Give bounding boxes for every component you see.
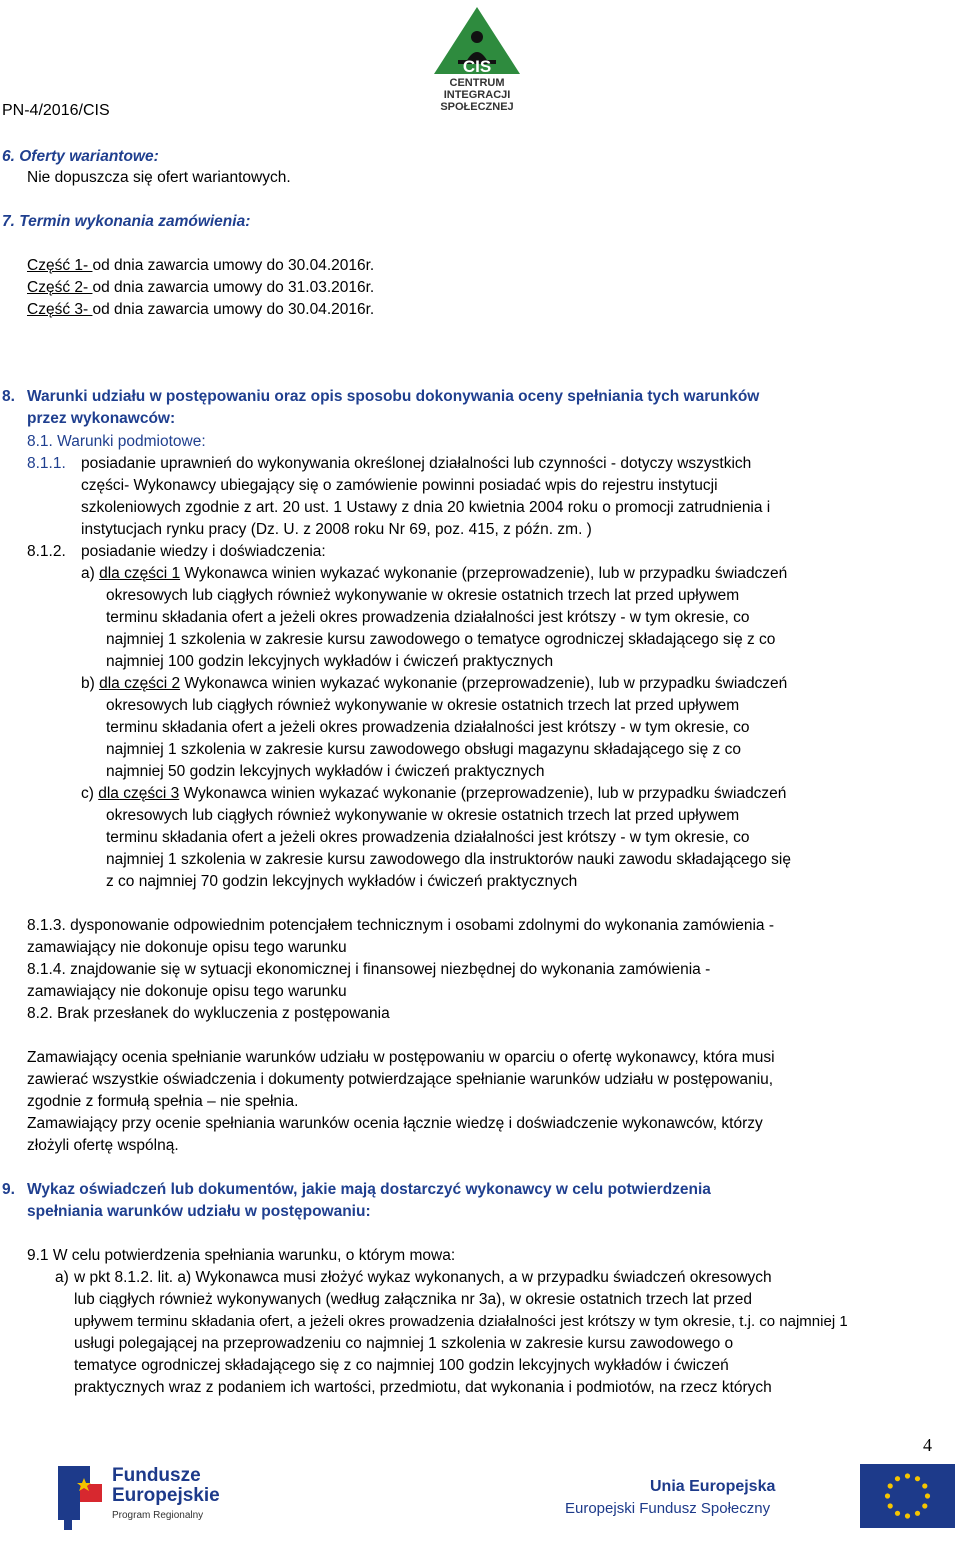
subsection-8-2: 8.2. Brak przesłanek do wykluczenia z postępowania [27, 1005, 390, 1022]
item-9a-l2: lub ciągłych również wykonywanych (według załącznika nr 3a), w okresie ostatnich trzech lat przed [74, 1291, 753, 1308]
item-b-l2: okresowych lub ciągłych również wykonywanie w okresie ostatnich trzech lat przed upływem [106, 697, 740, 714]
part-1-term: Część 1- od dnia zawarcia umowy do 30.04.2016r. [27, 257, 375, 274]
svg-text:SPOŁECZNEJ: SPOŁECZNEJ [440, 101, 514, 112]
item-9a-letter: a) [55, 1269, 69, 1286]
item-a-l4: najmniej 1 szkolenia w zakresie kursu zawodowego o tematyce ogrodniczej składającego się z co [106, 631, 776, 648]
section-8-title-l1: Warunki udziału w postępowaniu oraz opis sposobu dokonywania oceny spełniania tych warunków [27, 388, 760, 405]
para1-l1: Zamawiający ocenia spełnianie warunków udziału w postępowaniu w oparciu o ofertę wykonawcy, która musi [27, 1049, 775, 1066]
item-c-l4: najmniej 1 szkolenia w zakresie kursu zawodowego dla instruktorów nauki zawodu składającego się [106, 851, 791, 868]
item-a-l5: najmniej 100 godzin lekcyjnych wykładów i ćwiczeń praktycznych [106, 653, 554, 670]
p812-heading: posiadanie wiedzy i doświadczenia: [81, 543, 326, 560]
item-c-l2: okresowych lub ciągłych również wykonywanie w okresie ostatnich trzech lat przed upływem [106, 807, 740, 824]
item-a-l2: okresowych lub ciągłych również wykonywanie w okresie ostatnich trzech lat przed upływem [106, 587, 740, 604]
page-number: 4 [923, 1435, 932, 1455]
item-a-l3: terminu składania ofert a jeżeli okres prowadzenia działalności jest krótszy - w tym okresie, co [106, 609, 750, 626]
para1-l2: zawierać wszystkie oświadczenia i dokumenty potwierdzające spełnianie warunków udziału w postępowaniu, [27, 1071, 774, 1088]
svg-text:CENTRUM: CENTRUM [449, 77, 505, 89]
section-8-title-l2: przez wykonawców: [27, 410, 176, 427]
fe-title-l1: Fundusze [112, 1465, 201, 1486]
p811-l4: instytucjach rynku pracy (Dz. U. z 2008 roku Nr 69, poz. 415, z późn. zm. ) [81, 521, 592, 538]
item-9a-l4: usługi polegającej na przeprowadzeniu co najmniej 1 szkolenia w zakresie kursu zawodowego o [74, 1335, 734, 1352]
item-9a-l5: tematyce ogrodniczej składającego się z co najmniej 100 godzin lekcyjnych wykładów i ćwiczeń [74, 1357, 729, 1374]
svg-text:INTEGRACJI: INTEGRACJI [443, 89, 511, 101]
section-9-title-l1: Wykaz oświadczeń lub dokumentów, jakie mają dostarczyć wykonawcy w celu potwierdzenia [27, 1181, 711, 1198]
item-9a-l3: upływem terminu składania ofert, a jeżeli okres prowadzenia działalności jest krótszy w tym okresie, t.j. co najmniej 1 [74, 1313, 848, 1330]
p814-l1: 8.1.4. znajdowanie się w sytuacji ekonomicznej i finansowej niezbędnej do wykonania zamówienia - [27, 961, 711, 978]
p814-l2: zamawiający nie dokonuje opisu tego warunku [27, 983, 347, 1000]
eu-flag-icon [860, 1464, 955, 1528]
para2-l2: złożyli ofertę wspólną. [27, 1137, 179, 1154]
fundusze-europejskie-logo [50, 1462, 250, 1532]
section-8-number: 8. [2, 388, 15, 405]
fe-subtitle: Program Regionalny [112, 1510, 204, 1521]
p811-number: 8.1.1. [27, 455, 66, 472]
part-3-term: Część 3- od dnia zawarcia umowy do 30.04.2016r. [27, 301, 375, 318]
logo-abbr: CIS [462, 57, 492, 76]
p811-l2: części- Wykonawcy ubiegający się o zamówienie powinni posiadać wpis do rejestru instytucji [81, 477, 718, 494]
item-9a-l6: praktycznych wraz z podaniem ich wartości, przedmiotu, dat wykonania i podmiotów, na rzecz których [74, 1379, 772, 1396]
para2-l1: Zamawiający przy ocenie spełniania warunków ocenia łącznie wiedzę i doświadczenie wykonawców, którzy [27, 1115, 763, 1132]
fe-title-l2: Europejskie [112, 1485, 220, 1506]
section-7-title: 7. Termin wykonania zamówienia: [2, 213, 251, 230]
item-9a-l1: w pkt 8.1.2. lit. a) Wykonawca musi złożyć wykaz wykonanych, a w przypadku świadczeń okresowych [74, 1269, 772, 1286]
item-b-l1: b) dla części 2 Wykonawca winien wykazać wykonanie (przeprowadzenie), lub w przypadku świadczeń [81, 675, 788, 692]
p811-l3: szkoleniowych zgodnie z art. 20 ust. 1 Ustawy z dnia 20 kwietnia 2004 roku o promocji zatrudnienia i [81, 499, 771, 516]
document-id: PN-4/2016/CIS [2, 102, 110, 119]
p813-l2: zamawiający nie dokonuje opisu tego warunku [27, 939, 347, 956]
item-c-l3: terminu składania ofert a jeżeli okres prowadzenia działalności jest krótszy - w tym okresie, co [106, 829, 750, 846]
p811-l1: posiadanie uprawnień do wykonywania określonej działalności lub czynności - dotyczy wszystkich [81, 455, 752, 472]
cis-logo [430, 4, 525, 112]
p813-l1: 8.1.3. dysponowanie odpowiednim potencjałem technicznym i osobami zdolnymi do wykonania zamówienia - [27, 917, 774, 934]
eu-subtitle: Europejski Fundusz Społeczny [565, 1500, 771, 1517]
item-b-l3: terminu składania ofert a jeżeli okres prowadzenia działalności jest krótszy - w tym okresie, co [106, 719, 750, 736]
p91: 9.1 W celu potwierdzenia spełniania warunku, o którym mowa: [27, 1247, 456, 1264]
eu-title: Unia Europejska [650, 1478, 776, 1495]
p812-number: 8.1.2. [27, 543, 66, 560]
item-c-l5: z co najmniej 70 godzin lekcyjnych wykładów i ćwiczeń praktycznych [106, 873, 578, 890]
cis-logo-icon [430, 4, 525, 112]
item-a-l1: a) dla części 1 Wykonawca winien wykazać wykonanie (przeprowadzenie), lub w przypadku świadczeń [81, 565, 788, 582]
section-9-title-l2: spełniania warunków udziału w postępowaniu: [27, 1203, 371, 1220]
part-2-term: Część 2- od dnia zawarcia umowy do 31.03.2016r. [27, 279, 375, 296]
item-c-l1: c) dla części 3 Wykonawca winien wykazać wykonanie (przeprowadzenie), lub w przypadku świadczeń [81, 785, 787, 802]
section-6-title: 6. Oferty wariantowe: [2, 148, 159, 165]
item-b-l5: najmniej 50 godzin lekcyjnych wykładów i ćwiczeń praktycznych [106, 763, 545, 780]
eu-logo [565, 1478, 960, 1528]
item-b-l4: najmniej 1 szkolenia w zakresie kursu zawodowego obsługi magazynu składającego się z co [106, 741, 741, 758]
fe-star-icon [50, 1462, 108, 1532]
para1-l3: zgodnie z formułą spełnia – nie spełnia. [27, 1093, 299, 1110]
section-6-body: Nie dopuszcza się ofert wariantowych. [27, 169, 291, 186]
section-9-number: 9. [2, 1181, 15, 1198]
subsection-8-1: 8.1. Warunki podmiotowe: [27, 433, 206, 450]
